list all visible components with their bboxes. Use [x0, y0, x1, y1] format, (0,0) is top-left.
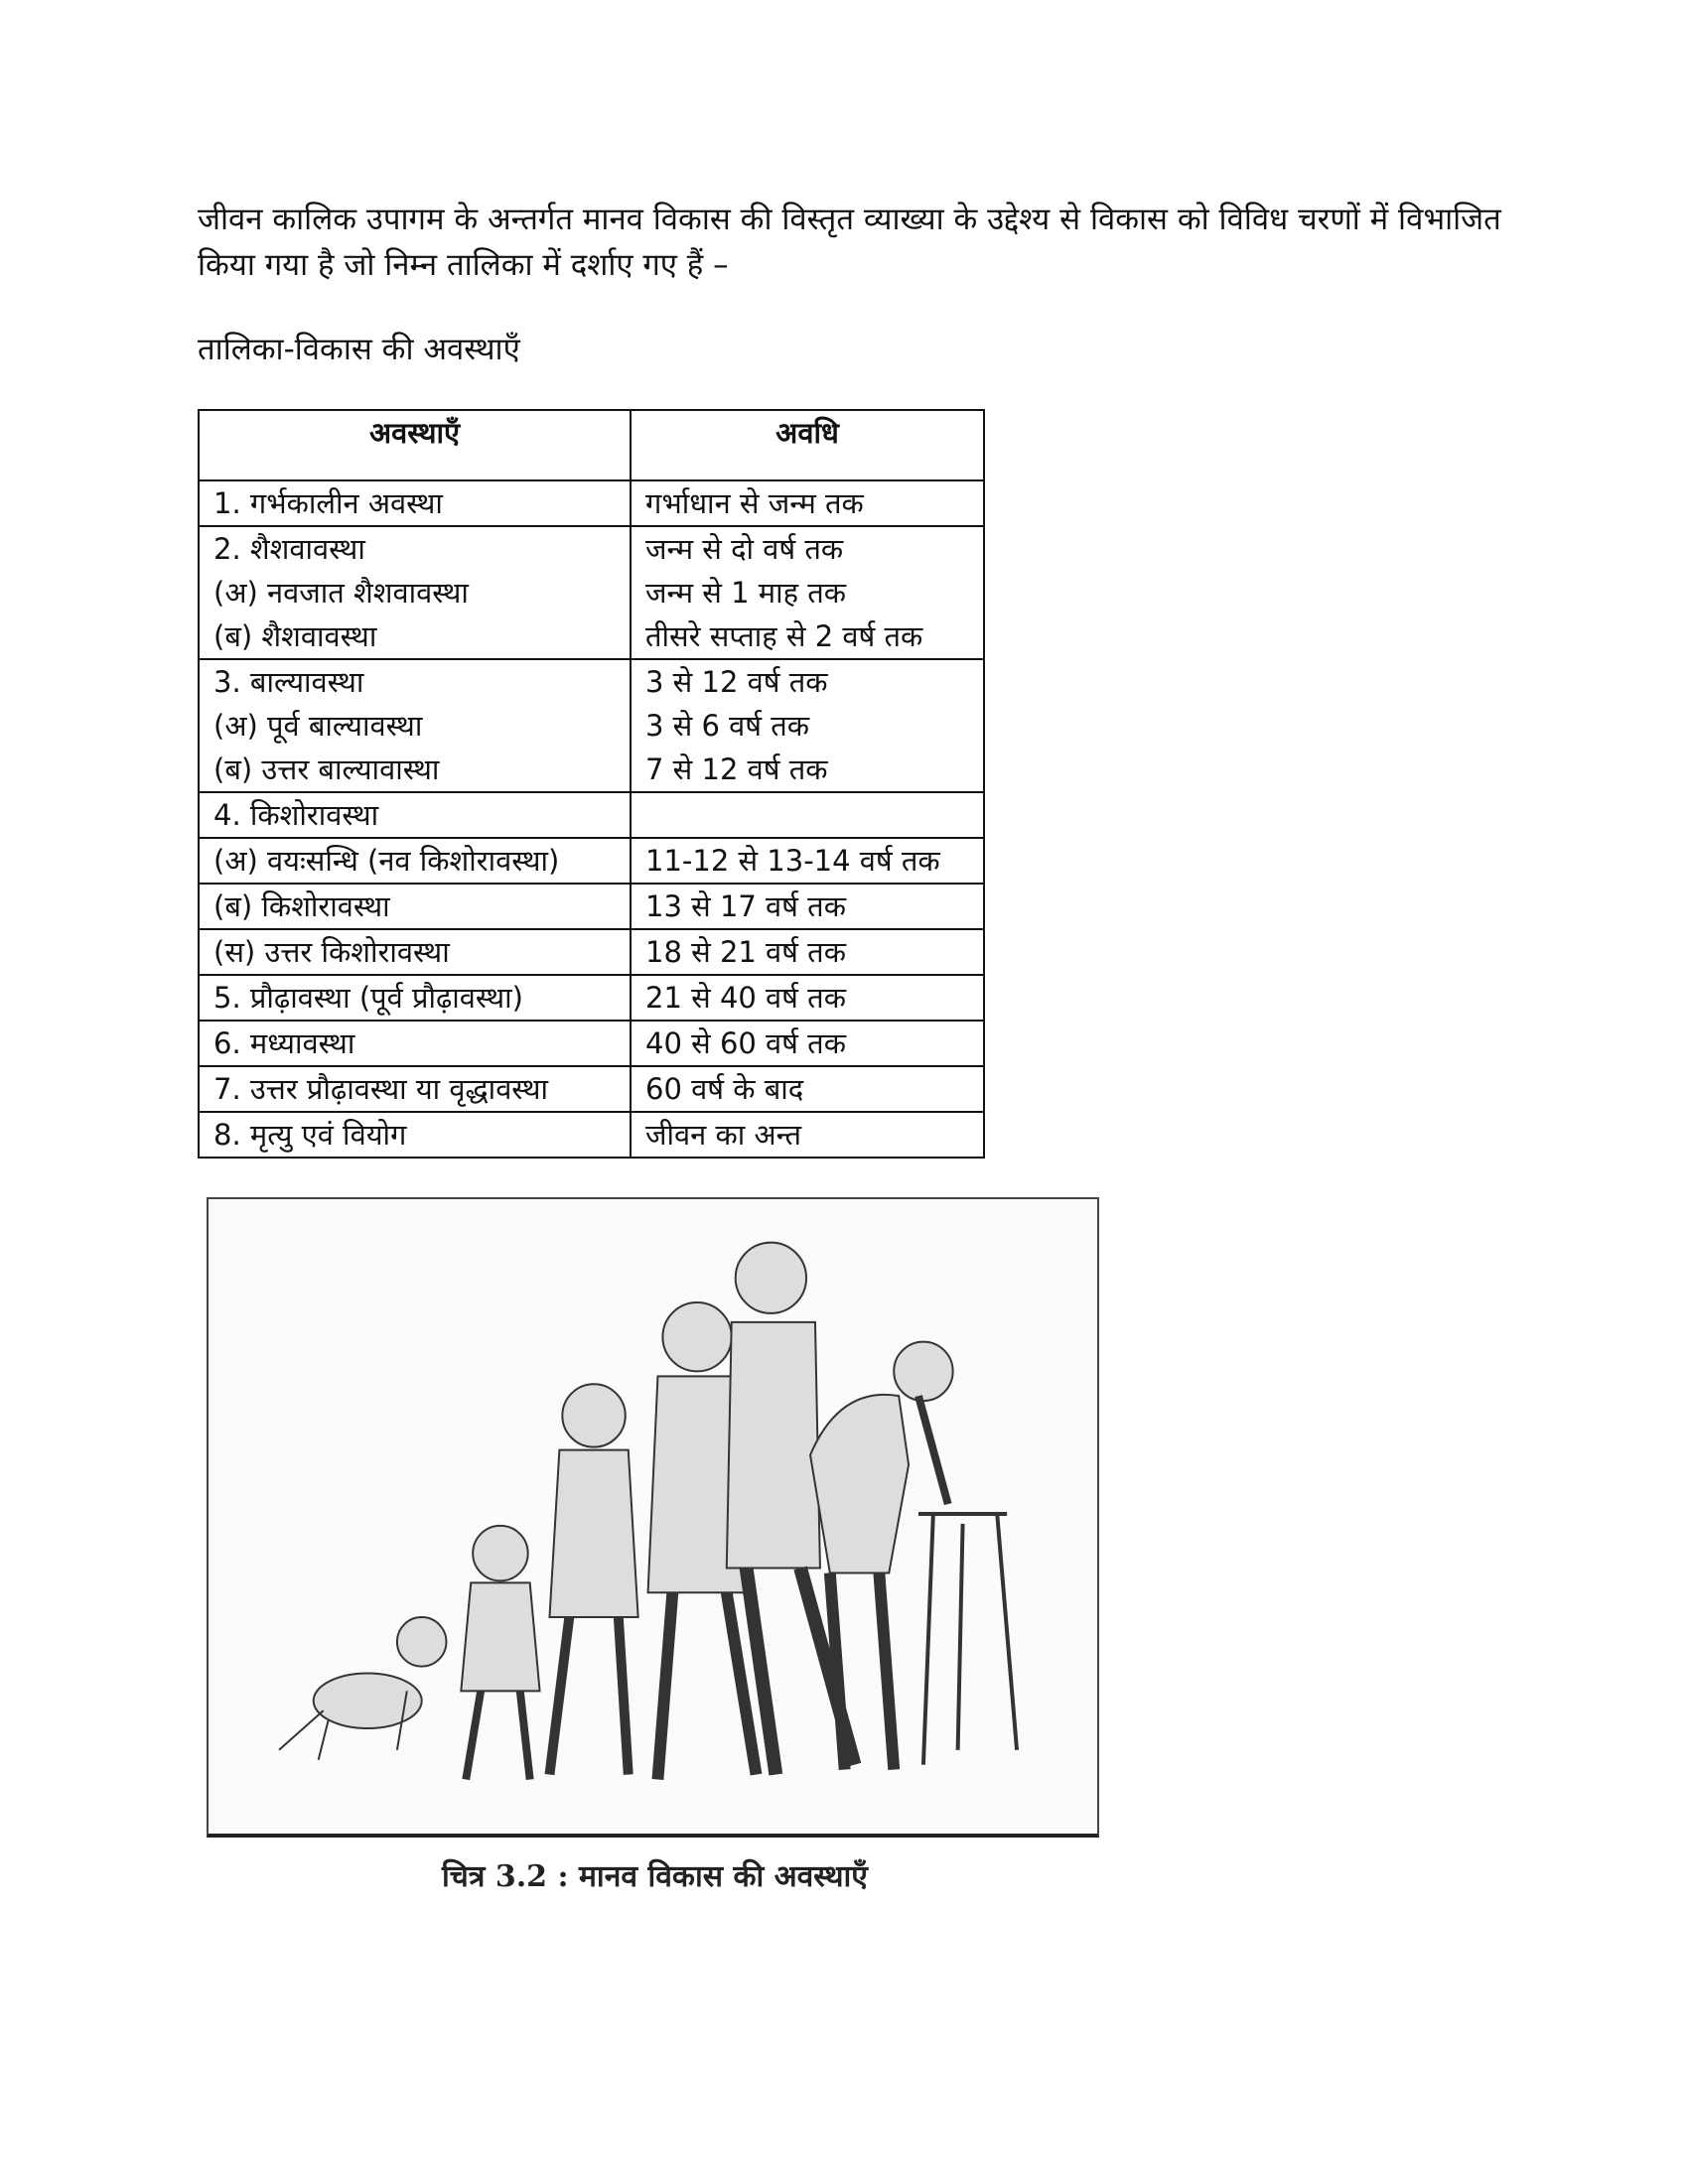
table-row [199, 526, 984, 659]
period-cell [631, 838, 984, 884]
period-line: 21 से 40 वर्ष तक [645, 981, 846, 1015]
stages-figures-drawing [209, 1199, 1097, 1834]
period-line [645, 793, 969, 837]
stage-cell [199, 1112, 631, 1158]
human-development-illustration [207, 1197, 1099, 1838]
table-row [199, 884, 984, 929]
stage-cell [199, 838, 631, 884]
stage-line: (अ) वयःसन्धि (नव किशोरावस्था) [213, 844, 560, 878]
stage-line: (स) उत्तर किशोरावस्था [213, 935, 450, 969]
stage-cell [199, 659, 631, 792]
stage-line: (ब) किशोरावस्था [213, 889, 390, 923]
figure-caption: चित्र 3.2 : मानव विकास की अवस्थाएँ [442, 1859, 868, 1894]
period-cell [631, 1066, 984, 1112]
table-row [199, 792, 984, 838]
header-stage: अवस्थाएँ [199, 410, 631, 480]
stage-cell [199, 526, 631, 659]
stage-line: 1. गर्भकालीन अवस्था [213, 486, 443, 520]
table-title: तालिका-विकास की अवस्थाएँ [198, 332, 520, 367]
period-cell [631, 975, 984, 1021]
stage-cell [199, 1066, 631, 1112]
period-line: 11-12 से 13-14 वर्ष तक [645, 844, 940, 878]
stage-line: 4. किशोरावस्था [213, 798, 379, 832]
period-cell [631, 1021, 984, 1066]
period-line: 18 से 21 वर्ष तक [645, 935, 846, 969]
baby-figure [279, 1617, 446, 1760]
intro-paragraph: जीवन कालिक उपागम के अन्तर्गत मानव विकास की विस्तृत व्याख्या के उद्देश्य से विकास को विविध चरणों में विभाजित किया गया है जो निम्न तालिका में दर्शाए गए हैं – [198, 202, 1501, 283]
table-row [199, 1112, 984, 1158]
child-figure [549, 1384, 637, 1774]
period-cell [631, 480, 984, 526]
walker-icon [918, 1514, 1017, 1765]
stage-line: 7. उत्तर प्रौढ़ावस्था या वृद्धावस्था [213, 1072, 549, 1106]
stage-line: (अ) नवजात शैशवावस्था [213, 576, 469, 610]
stages-table [198, 409, 985, 1159]
table-row [199, 1066, 984, 1112]
period-line: 3 से 6 वर्ष तक [645, 709, 810, 743]
stage-cell [199, 792, 631, 838]
period-line: 3 से 12 वर्ष तक [645, 665, 828, 699]
period-line: 7 से 12 वर्ष तक [645, 752, 828, 786]
stage-line: (ब) शैशवावस्था [213, 619, 377, 653]
period-line: तीसरे सप्ताह से 2 वर्ष तक [645, 619, 923, 653]
period-line: जीवन का अन्त [645, 1118, 802, 1152]
period-line: 60 वर्ष के बाद [645, 1072, 804, 1106]
stage-line: (ब) उत्तर बाल्यावास्था [213, 752, 440, 786]
period-line: गर्भाधान से जन्म तक [645, 486, 864, 520]
period-cell [631, 1112, 984, 1158]
stage-cell [199, 975, 631, 1021]
period-cell [631, 929, 984, 975]
table-row [199, 975, 984, 1021]
table-row [199, 1021, 984, 1066]
stage-cell [199, 1021, 631, 1066]
table-row [199, 929, 984, 975]
period-cell [631, 884, 984, 929]
period-cell [631, 526, 984, 659]
stage-cell [199, 884, 631, 929]
stage-line: 3. बाल्यावस्था [213, 665, 364, 699]
period-cell [631, 659, 984, 792]
period-line: जन्म से दो वर्ष तक [645, 532, 844, 566]
stage-line: 6. मध्यावस्था [213, 1026, 355, 1060]
period-line: जन्म से 1 माह तक [645, 576, 847, 610]
period-cell [631, 792, 984, 838]
stage-line: 8. मृत्यु एवं वियोग [213, 1118, 407, 1152]
table-row [199, 838, 984, 884]
header-period: अवधि [631, 410, 984, 480]
toddler-figure [461, 1526, 539, 1780]
stage-cell [199, 929, 631, 975]
table-header-row [199, 410, 984, 480]
stage-line: 5. प्रौढ़ावस्था (पूर्व प्रौढ़ावस्था) [213, 981, 523, 1015]
table-row [199, 659, 984, 792]
stage-line: (अ) पूर्व बाल्यावस्था [213, 709, 423, 743]
period-line: 13 से 17 वर्ष तक [645, 889, 846, 923]
stage-cell [199, 480, 631, 526]
period-line: 40 से 60 वर्ष तक [645, 1026, 846, 1060]
table-row [199, 480, 984, 526]
stage-line: 2. शैशवावस्था [213, 532, 365, 566]
